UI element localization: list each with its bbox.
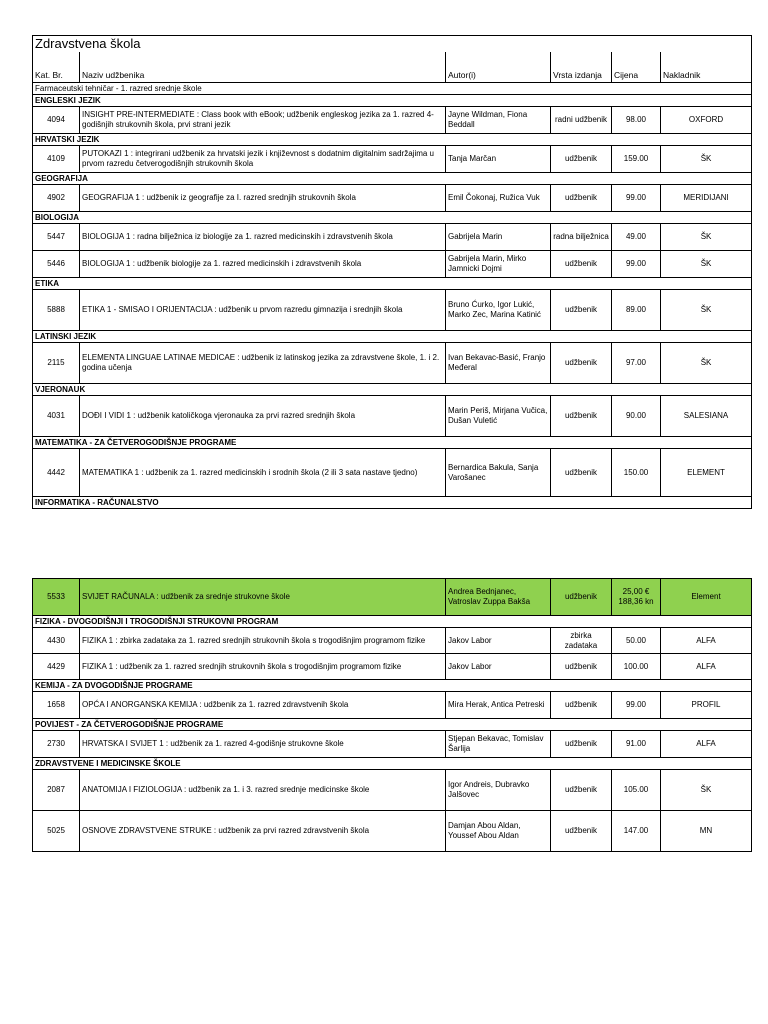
section-row — [33, 384, 752, 396]
program-label: Farmaceutski tehničar - 1. razred srednje škole — [33, 83, 752, 95]
section-label: HRVATSKI JEZIK — [33, 134, 752, 146]
catalog-number: 5025 — [33, 811, 80, 852]
section-row — [33, 680, 752, 692]
publisher: ŠK — [661, 146, 752, 173]
publisher: MN — [661, 811, 752, 852]
edition-type: udžbenik — [551, 343, 612, 384]
textbook-title: HRVATSKA I SVIJET 1 : udžbenik za 1. razred 4-godišnje strukovne škole — [80, 731, 446, 758]
price: 99.00 — [612, 692, 661, 719]
textbook-title: SVIJET RAČUNALA : udžbenik za srednje strukovne škole — [80, 579, 446, 616]
price: 49.00 — [612, 224, 661, 251]
edition-type: udžbenik — [551, 251, 612, 278]
catalog-number: 4442 — [33, 449, 80, 497]
author: Gabrijela Marin — [446, 224, 551, 251]
textbook-title: ANATOMIJA I FIZIOLOGIJA : udžbenik za 1. i 3. razred srednje medicinske škole — [80, 770, 446, 811]
section-label: ETIKA — [33, 278, 752, 290]
document-title: Zdravstvena škola — [33, 36, 752, 53]
table-row — [33, 692, 752, 719]
edition-type: udžbenik — [551, 770, 612, 811]
header-naziv: Naziv udžbenika — [80, 52, 446, 83]
table-row — [33, 343, 752, 384]
author: Jakov Labor — [446, 628, 551, 654]
table-row — [33, 185, 752, 212]
publisher: PROFIL — [661, 692, 752, 719]
edition-type: udžbenik — [551, 811, 612, 852]
author: Emil Čokonaj, Ružica Vuk — [446, 185, 551, 212]
price: 99.00 — [612, 185, 661, 212]
catalog-number: 5446 — [33, 251, 80, 278]
publisher: ŠK — [661, 224, 752, 251]
section-row — [33, 437, 752, 449]
section-row — [33, 616, 752, 628]
section-label: FIZIKA - DVOGODIŠNJI I TROGODIŠNJI STRUKOVNI PROGRAM — [33, 616, 752, 628]
textbook-title: BIOLOGIJA 1 : radna bilježnica iz biologije za 1. razred medicinskih i zdravstvenih škola — [80, 224, 446, 251]
catalog-number: 5533 — [33, 579, 80, 616]
edition-type: udžbenik — [551, 579, 612, 616]
header-nakladnik: Nakladnik — [661, 52, 752, 83]
catalog-number: 2087 — [33, 770, 80, 811]
textbook-title: DOĐI I VIDI 1 : udžbenik katoličkoga vjeronauka za prvi razred srednjih škola — [80, 396, 446, 437]
price — [612, 579, 661, 616]
table-row — [33, 731, 752, 758]
section-row — [33, 719, 752, 731]
table-row — [33, 654, 752, 680]
program-row — [33, 83, 752, 95]
price: 99.00 — [612, 251, 661, 278]
price: 105.00 — [612, 770, 661, 811]
price: 147.00 — [612, 811, 661, 852]
textbook-title: OSNOVE ZDRAVSTVENE STRUKE : udžbenik za prvi razred zdravstvenih škola — [80, 811, 446, 852]
edition-type: zbirka zadataka — [551, 628, 612, 654]
edition-type: udžbenik — [551, 731, 612, 758]
edition-type: udžbenik — [551, 290, 612, 331]
catalog-number: 2115 — [33, 343, 80, 384]
price: 90.00 — [612, 396, 661, 437]
edition-type: udžbenik — [551, 146, 612, 173]
textbook-title: GEOGRAFIJA 1 : udžbenik iz geografije za I. razred srednjih strukovnih škola — [80, 185, 446, 212]
section-row — [33, 95, 752, 107]
header-cijena: Cijena — [612, 52, 661, 83]
table-row — [33, 290, 752, 331]
edition-type: udžbenik — [551, 396, 612, 437]
section-label: INFORMATIKA - RAČUNALSTVO — [33, 497, 752, 509]
table-row — [33, 146, 752, 173]
textbook-title: ETIKA 1 - SMISAO I ORIJENTACIJA : udžbenik u prvom razredu gimnazija i srednjih škola — [80, 290, 446, 331]
price: 98.00 — [612, 107, 661, 134]
author: Ivan Bekavac-Basić, Franjo Međeral — [446, 343, 551, 384]
header-vrsta: Vrsta izdanja — [551, 52, 612, 83]
author: Bruno Ćurko, Igor Lukić, Marko Zec, Marina Katinić — [446, 290, 551, 331]
table-row — [33, 449, 752, 497]
publisher: OXFORD — [661, 107, 752, 134]
textbook-title: FIZIKA 1 : udžbenik za 1. razred srednjih strukovnih škola s trogodišnjim programom fizike — [80, 654, 446, 680]
section-row — [33, 331, 752, 343]
catalog-number: 1658 — [33, 692, 80, 719]
price: 89.00 — [612, 290, 661, 331]
price: 100.00 — [612, 654, 661, 680]
table-row — [33, 770, 752, 811]
edition-type: udžbenik — [551, 654, 612, 680]
table-row — [33, 107, 752, 134]
publisher: ŠK — [661, 770, 752, 811]
textbook-table-1 — [32, 35, 752, 509]
edition-type: udžbenik — [551, 692, 612, 719]
column-header-row — [33, 52, 752, 83]
price: 50.00 — [612, 628, 661, 654]
section-label: KEMIJA - ZA DVOGODIŠNJE PROGRAME — [33, 680, 752, 692]
author: Mira Herak, Antica Petreski — [446, 692, 551, 719]
edition-type: radna bilježnica — [551, 224, 612, 251]
catalog-number: 4109 — [33, 146, 80, 173]
catalog-number: 4094 — [33, 107, 80, 134]
author: Damjan Abou Aldan, Youssef Abou Aldan — [446, 811, 551, 852]
table-row — [33, 224, 752, 251]
publisher: ŠK — [661, 251, 752, 278]
section-row — [33, 212, 752, 224]
author: Igor Andreis, Dubravko Jalšovec — [446, 770, 551, 811]
catalog-number: 5447 — [33, 224, 80, 251]
table-row — [33, 579, 752, 616]
price: 159.00 — [612, 146, 661, 173]
catalog-number: 4429 — [33, 654, 80, 680]
publisher: MERIDIJANI — [661, 185, 752, 212]
table-row — [33, 251, 752, 278]
section-label: POVIJEST - ZA ČETVEROGODIŠNJE PROGRAME — [33, 719, 752, 731]
table-row — [33, 396, 752, 437]
section-label: ZDRAVSTVENE I MEDICINSKE ŠKOLE — [33, 758, 752, 770]
section-row — [33, 497, 752, 509]
publisher: ELEMENT — [661, 449, 752, 497]
catalog-number: 4902 — [33, 185, 80, 212]
publisher: ALFA — [661, 628, 752, 654]
textbook-title: FIZIKA 1 : zbirka zadataka za 1. razred srednjih strukovnih škola s trogodišnjim programom fizike — [80, 628, 446, 654]
section-label: VJERONAUK — [33, 384, 752, 396]
price-eur: 25,00 € — [622, 587, 650, 596]
header-kat: Kat. Br. — [33, 52, 80, 83]
publisher: ALFA — [661, 731, 752, 758]
textbook-title: ELEMENTA LINGUAE LATINAE MEDICAE : udžbenik iz latinskog jezika za zdravstvene škole, 1. i 2. godina učenja — [80, 343, 446, 384]
catalog-number: 2730 — [33, 731, 80, 758]
section-label: MATEMATIKA - ZA ČETVEROGODIŠNJE PROGRAME — [33, 437, 752, 449]
textbook-title: MATEMATIKA 1 : udžbenik za 1. razred medicinskih i srodnih škola (2 ili 3 sata nastave tjedno) — [80, 449, 446, 497]
price: 150.00 — [612, 449, 661, 497]
table-row — [33, 811, 752, 852]
price-kn: 188,36 kn — [618, 597, 654, 606]
textbook-title: PUTOKAZI 1 : integrirani udžbenik za hrvatski jezik i književnost s dodatnim digitalnim sadržajima u prvom razredu četverogodišnjih strukovnih škola — [80, 146, 446, 173]
publisher: Element — [661, 579, 752, 616]
textbook-title: OPĆA I ANORGANSKA KEMIJA : udžbenik za 1. razred zdravstvenih škola — [80, 692, 446, 719]
price: 97.00 — [612, 343, 661, 384]
author: Stjepan Bekavac, Tomislav Šarlija — [446, 731, 551, 758]
section-row — [33, 173, 752, 185]
price: 91.00 — [612, 731, 661, 758]
table-row — [33, 628, 752, 654]
textbook-title: BIOLOGIJA 1 : udžbenik biologije za 1. razred medicinskih i zdravstvenih škola — [80, 251, 446, 278]
textbook-title: INSIGHT PRE-INTERMEDIATE : Class book with eBook; udžbenik engleskog jezika za 1. razred 4-godišnjih strukovnih škola, prvi strani jezik — [80, 107, 446, 134]
edition-type: udžbenik — [551, 185, 612, 212]
publisher: SALESIANA — [661, 396, 752, 437]
section-row — [33, 278, 752, 290]
edition-type: udžbenik — [551, 449, 612, 497]
publisher: ALFA — [661, 654, 752, 680]
header-autor: Autor(i) — [446, 52, 551, 83]
section-label: ENGLESKI JEZIK — [33, 95, 752, 107]
author: Andrea Bednjanec, Vatroslav Zuppa Bakša — [446, 579, 551, 616]
catalog-number: 4430 — [33, 628, 80, 654]
publisher: ŠK — [661, 290, 752, 331]
author: Marin Periš, Mirjana Vučica, Dušan Vuletić — [446, 396, 551, 437]
author: Gabrijela Marin, Mirko Jamnicki Dojmi — [446, 251, 551, 278]
section-label: LATINSKI JEZIK — [33, 331, 752, 343]
section-label: BIOLOGIJA — [33, 212, 752, 224]
publisher: ŠK — [661, 343, 752, 384]
section-row — [33, 758, 752, 770]
textbook-table-2 — [32, 578, 752, 852]
section-label: GEOGRAFIJA — [33, 173, 752, 185]
section-row — [33, 134, 752, 146]
author: Jayne Wildman, Fiona Beddall — [446, 107, 551, 134]
author: Tanja Marčan — [446, 146, 551, 173]
catalog-number: 5888 — [33, 290, 80, 331]
author: Jakov Labor — [446, 654, 551, 680]
author: Bernardica Bakula, Sanja Varošanec — [446, 449, 551, 497]
edition-type: radni udžbenik — [551, 107, 612, 134]
catalog-number: 4031 — [33, 396, 80, 437]
